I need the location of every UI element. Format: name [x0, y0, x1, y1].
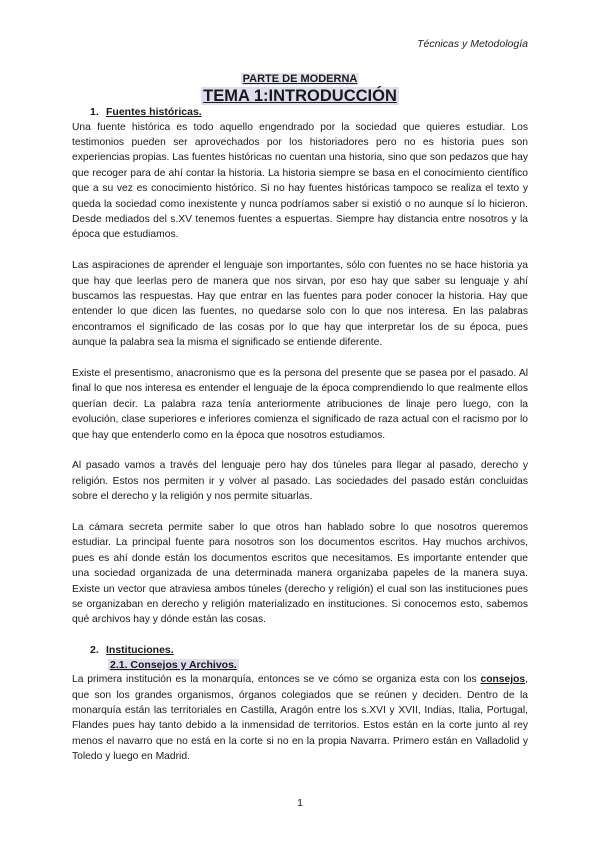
paragraph: La cámara secreta permite saber lo que otros han hablado sobre lo que nosotros queremos estudiar. La principal fuente para nosotros son los documentos escritos. Hay muchos archivos, pues es ahí donde están los documentos escritos que necesitamos. Es importante entender que una sociedad organizada de una determinada manera organizaba papeles de la manera suya. Existe un vector que atraviesa ambos túneles (derecho y religión) el cual son las instituciones pues se organizaban en derecho y religión materializado en instituciones. Si conocemos esto, sabemos qué archivos hay y dónde están las cosas. — [72, 522, 528, 626]
section-title: Instituciones. — [106, 644, 174, 657]
paragraph-text: La primera institución es la monarquía, entonces se ve cómo se organiza esta con los — [72, 674, 481, 686]
section-title: Fuentes históricas. — [106, 106, 202, 118]
section-heading-instituciones — [72, 643, 528, 658]
subsection-title: 2.1. Consejos y Archivos. — [110, 658, 237, 671]
part-title-text: PARTE DE MODERNA — [242, 73, 358, 85]
paragraph — [72, 672, 528, 764]
running-header: Técnicas y Metodología — [417, 38, 528, 50]
section-heading-fuentes — [72, 105, 528, 120]
paragraph: Al pasado vamos a través del lenguaje pero hay dos túneles para llegar al pasado, derecho y religión. Estos nos permiten ir y volver al pasado. Las sociedades del pasado están concluidas sobre el derecho y la religión y nos permite situarlas. — [72, 460, 528, 503]
keyword-consejos: consejos — [480, 674, 526, 686]
page-content — [72, 72, 528, 765]
main-title — [72, 87, 528, 105]
part-title — [72, 72, 528, 86]
paragraph: Una fuente histórica es todo aquello engendrado por la sociedad que quieres estudiar. Los testimonios pueden ser aprovechados por los historiadores pero no es historia pues son experiencias propias. Las fuentes históricas no cuentan una historia, sino que son pedazos que hay que recoger para de ahí contar la historia. La historia siempre se basa en el conocimiento científico que a su vez es conocimiento histórico. Si no hay fuentes históricas tampoco se realiza el texto y queda la sociedad como inexistente y nunca podríamos saber si existió o no aunque sí lo hicieron. Desde mediados del s.XV tenemos fuentes a espuertas. Siempre hay distancia entre nosotros y la época que estudiamos. — [72, 121, 528, 241]
paragraph-text: , que son los grandes organismos, órganos colegiados que se reúnen y deciden. Dentro de la monarquía están las territoriales en Castilla, Aragón entre los s.XVI y XVII, Indias, Italia, Portugal, Flandes pues hay tanto debido a la inmensidad de territorios. Estos están en la corte junto al rey menos el navarro que no está en la corte si no en la propia Navarra. Primero están en Valladolid y Toledo y luego en Madrid. — [72, 674, 528, 763]
paragraph: Las aspiraciones de aprender el lenguaje son importantes, sólo con fuentes no se hace historia ya que hay que leerlas pero de manera que nos sirvan, por eso hay que saber su lenguaje y ahí buscamos las respuestas. Hay que entrar en las fuentes para poder conocer la historia. Hay que entender lo que dicen las fuentes, no quedarse solo con lo que nos interesa. En las palabras encontramos el significado de las cosas por lo que hay que interpretar los de su época, pues aunque la palabra sea la misma el significado se entiende diferente. — [72, 260, 528, 349]
subsection-heading — [72, 658, 528, 673]
paragraph: Existe el presentismo, anacronismo que es la persona del presente que se pasea por el pasado. Al final lo que nos interesa es entender el lenguaje de la época comprendiendo lo que realmente ellos querían decir. La palabra raza tenía anteriormente atribuciones de linaje pero luego, con la evolución, clase superiores e inferiores comienza el significado de raza actual con el racismo por lo que hay que entenderlo como en la época que nosotros estudiamos. — [72, 367, 528, 441]
main-title-text: TEMA 1:INTRODUCCIÓN — [203, 87, 397, 105]
section-number: 1. — [90, 106, 99, 118]
page-number: 1 — [297, 797, 303, 809]
section-number: 2. — [90, 644, 99, 657]
